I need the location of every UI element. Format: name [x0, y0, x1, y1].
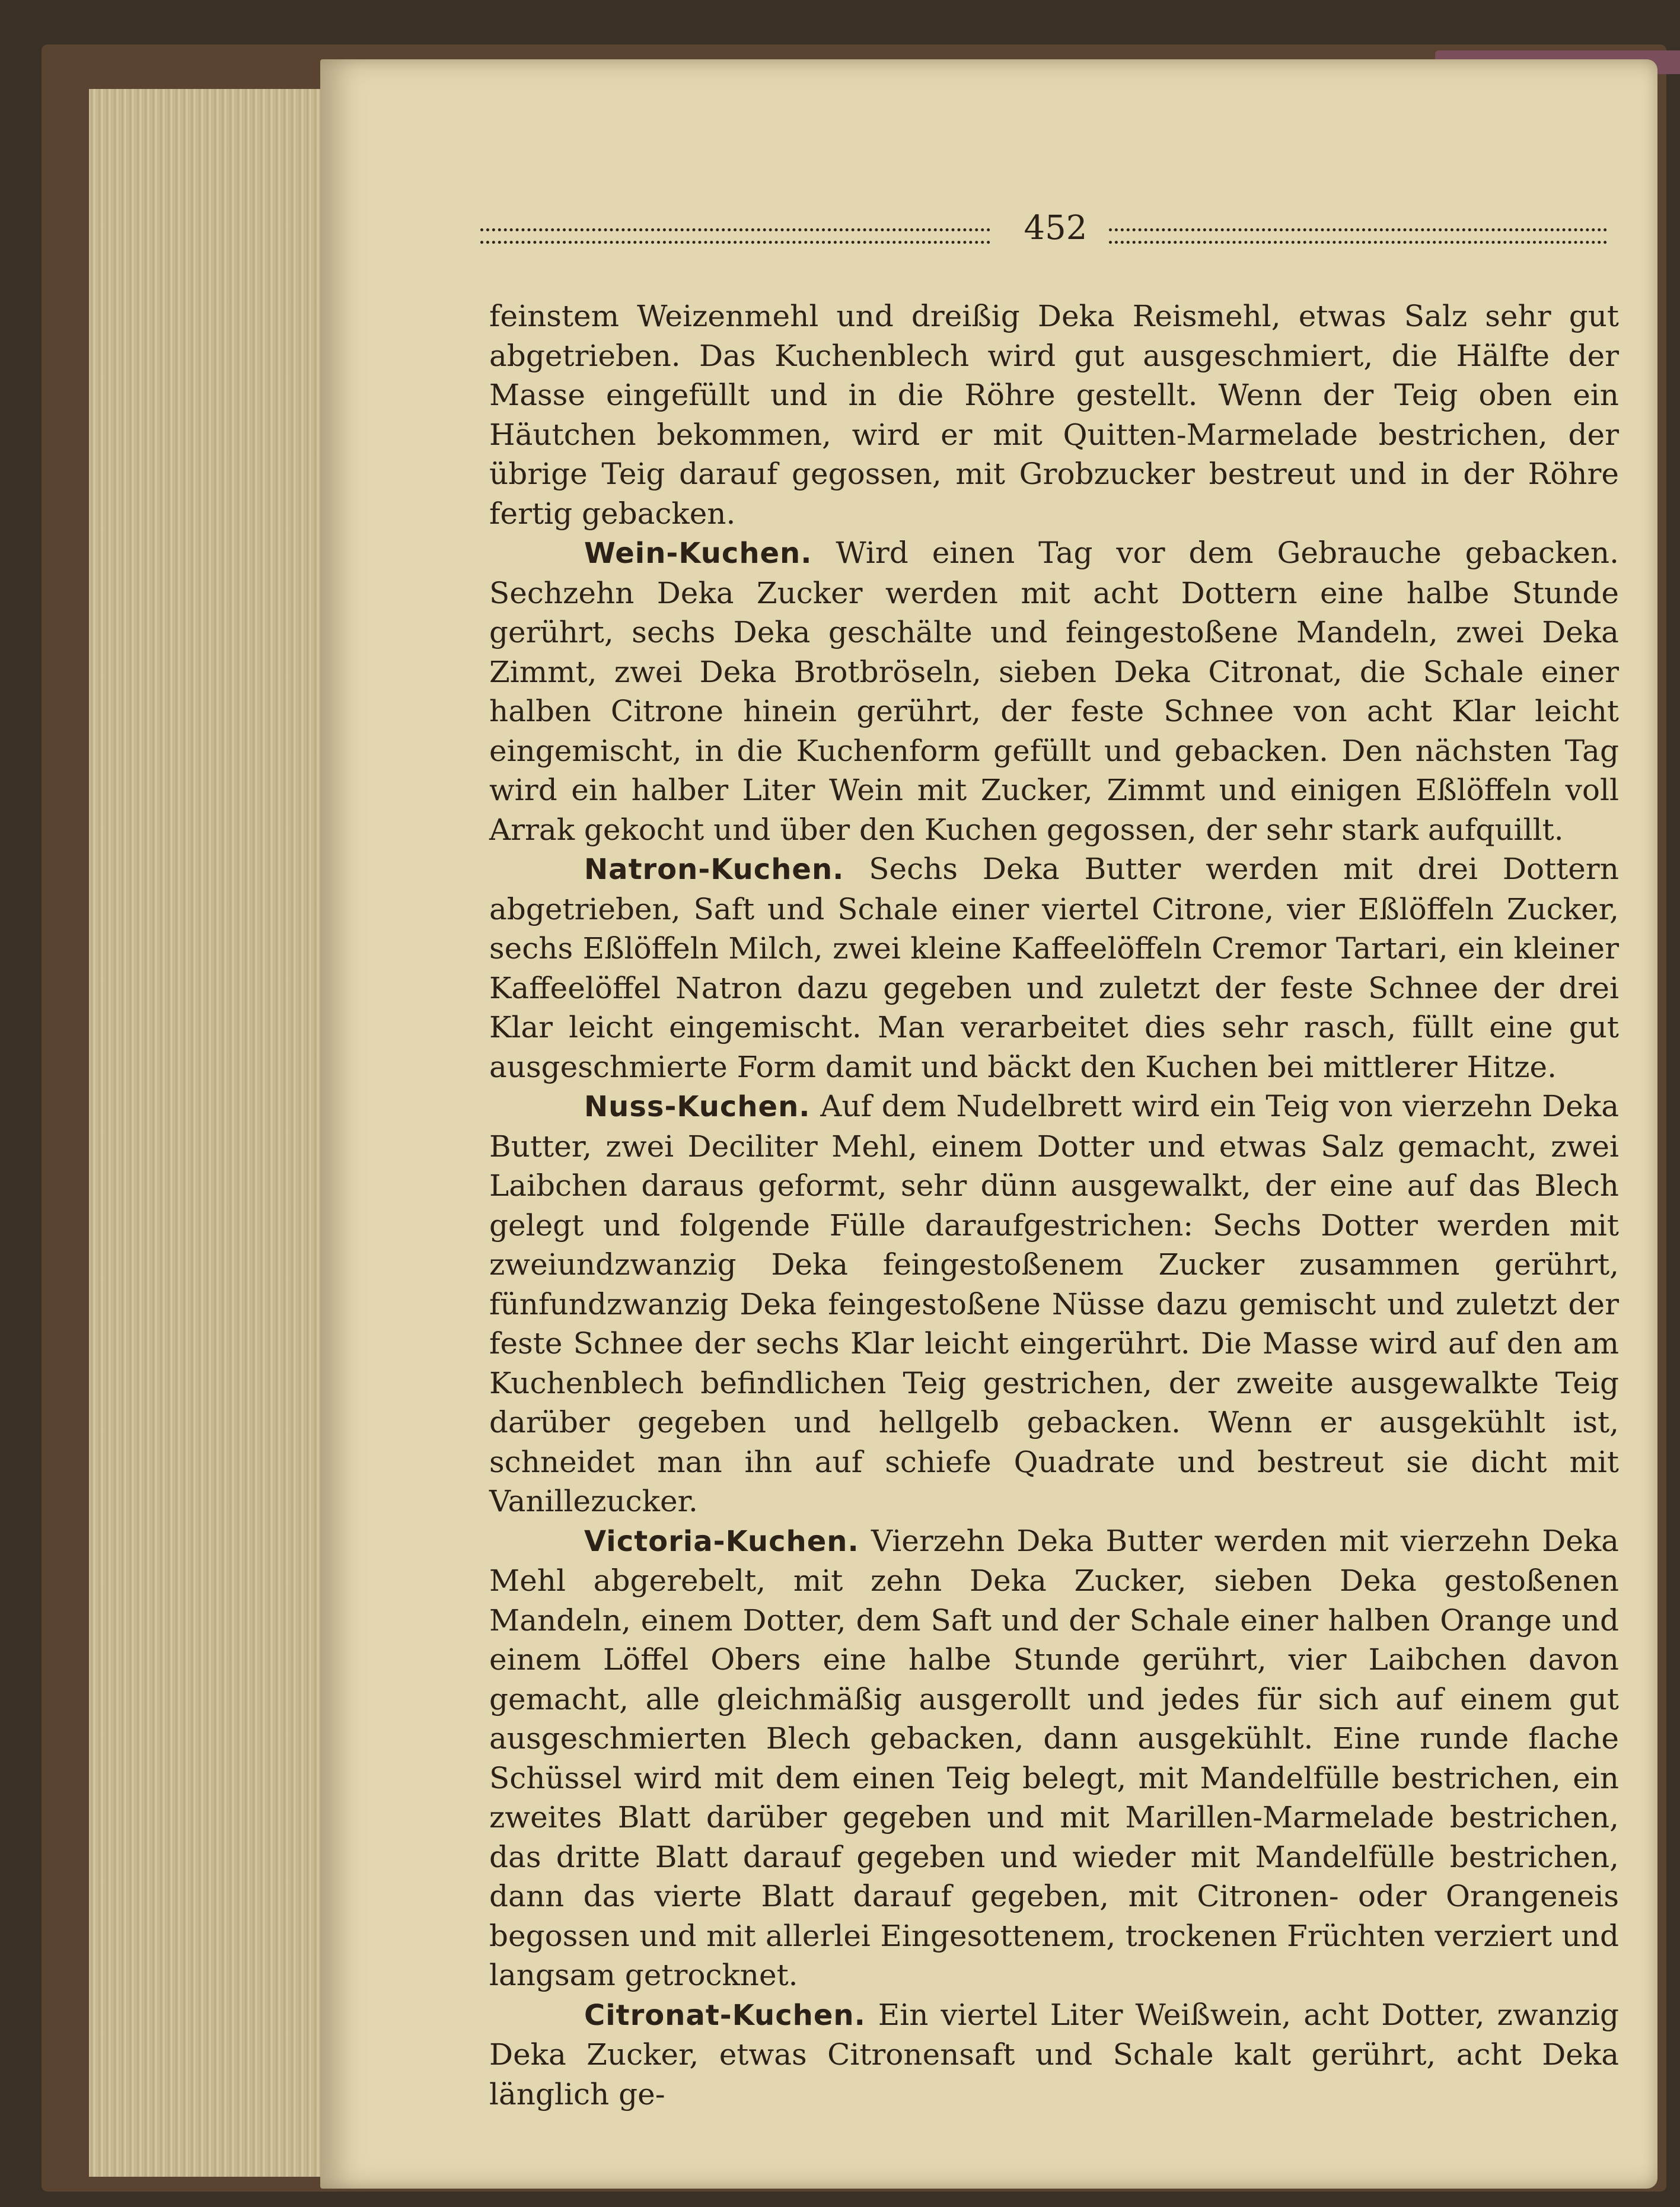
recipe-body: Ein viertel Liter Weißwein, acht Dotter, zwanzig Deka Zucker, etwas Citronensaft und Schale kalt gerührt, acht Deka länglich ge-	[489, 1997, 1619, 2112]
ornament-rule-left	[480, 228, 990, 244]
ornament-rule-right	[1109, 228, 1607, 244]
paragraph-continuation	[489, 297, 1619, 533]
recipe-title: Victoria-Kuchen.	[584, 1524, 859, 1558]
page-header	[480, 211, 1607, 246]
recipe-body: Wird einen Tag vor dem Gebrauche gebacken. Sechzehn Deka Zucker werden mit acht Dottern eine halbe Stunde gerührt, sechs Deka geschälte und feingestoßene Mandeln, zwei Deka Zimmt, zwei Deka Brotbröseln, sieben Deka Citronat, die Schale einer halben Citrone hinein gerührt, der feste Schnee von acht Klar leicht eingemischt, in die Kuchenform gefüllt und gebacken. Den nächsten Tag wird ein halber Liter Wein mit Zucker, Zimmt und einigen Eßlöffeln voll Arrak gekocht und über den Kuchen gegossen, der sehr stark aufquillt.	[489, 536, 1619, 847]
recipe-title: Natron-Kuchen.	[584, 853, 844, 886]
recipe-citronat-kuchen	[489, 1995, 1619, 2114]
recipe-title: Nuss-Kuchen.	[584, 1090, 811, 1123]
page-stack-edges	[89, 89, 340, 2177]
recipe-title: Wein-Kuchen.	[584, 537, 812, 570]
recipe-victoria-kuchen	[489, 1521, 1619, 1995]
recipe-body: Sechs Deka Butter werden mit drei Dottern abgetrieben, Saft und Schale einer viertel Citrone, vier Eßlöffeln Zucker, sechs Eßlöffeln Milch, zwei kleine Kaffeelöffeln Cremor Tartari, ein kleiner Kaffeelöffel Natron dazu gegeben und zuletzt der feste Schnee der drei Klar leicht eingemischt. Man verarbeitet dies sehr rasch, füllt eine gut ausgeschmierte Form damit und bäckt den Kuchen bei mittlerer Hitze.	[489, 852, 1619, 1084]
recipe-body: Auf dem Nudelbrett wird ein Teig von vierzehn Deka Butter, zwei Deciliter Mehl, einem Dotter und etwas Salz gemacht, zwei Laibchen daraus geformt, sehr dünn ausgewalkt, der eine auf das Blech gelegt und folgende Fülle daraufgestrichen: Sechs Dotter werden mit zweiundzwanzig Deka feingestoßenem Zucker zusammen gerührt, fünfundzwanzig Deka feingestoßene Nüsse dazu gemischt und zuletzt der feste Schnee der sechs Klar leicht eingerührt. Die Masse wird auf den am Kuchenblech befindlichen Teig gestrichen, der zweite ausgewalkte Teig darüber gegeben und hellgelb gebacken. Wenn er ausgekühlt ist, schneidet man ihn auf schiefe Quadrate und bestreut sie dicht mit Vanillezucker.	[489, 1089, 1619, 1518]
recipe-title: Citronat-Kuchen.	[584, 1998, 866, 2032]
recipe-natron-kuchen	[489, 849, 1619, 1087]
recipe-nuss-kuchen	[489, 1087, 1619, 1521]
paragraph-body: feinstem Weizenmehl und dreißig Deka Reismehl, etwas Salz sehr gut abgetrieben. Das Kuchenblech wird gut ausgeschmiert, die Hälfte der Masse eingefüllt und in die Röhre gestellt. Wenn der Teig oben ein Häutchen bekommen, wird er mit Quitten-Marmelade bestrichen, der übrige Teig darauf gegossen, mit Grobzucker bestreut und in der Röhre fertig gebacken.	[489, 299, 1619, 531]
page-text	[489, 297, 1619, 2114]
recipe-wein-kuchen	[489, 533, 1619, 849]
page-number: 452	[1024, 209, 1088, 247]
recipe-body: Vierzehn Deka Butter werden mit vierzehn Deka Mehl abgerebelt, mit zehn Deka Zucker, sieben Deka gestoßenen Mandeln, einem Dotter, dem Saft und der Schale einer halben Orange und einem Löffel Obers eine halbe Stunde gerührt, vier Laibchen davon gemacht, alle gleichmäßig ausgerollt und jedes für sich auf einem gut ausgeschmierten Blech gebacken, dann ausgekühlt. Eine runde flache Schüssel wird mit dem einen Teig belegt, mit Mandelfülle bestrichen, ein zweites Blatt darüber gegeben und mit Marillen-Marmelade bestrichen, das dritte Blatt darauf gegeben und wieder mit Mandelfülle bestrichen, dann das vierte Blatt darauf gegeben, mit Citronen- oder Orangeneis begossen und mit allerlei Eingesottenem, trockenen Früchten verziert und langsam getrocknet.	[489, 1523, 1619, 1992]
